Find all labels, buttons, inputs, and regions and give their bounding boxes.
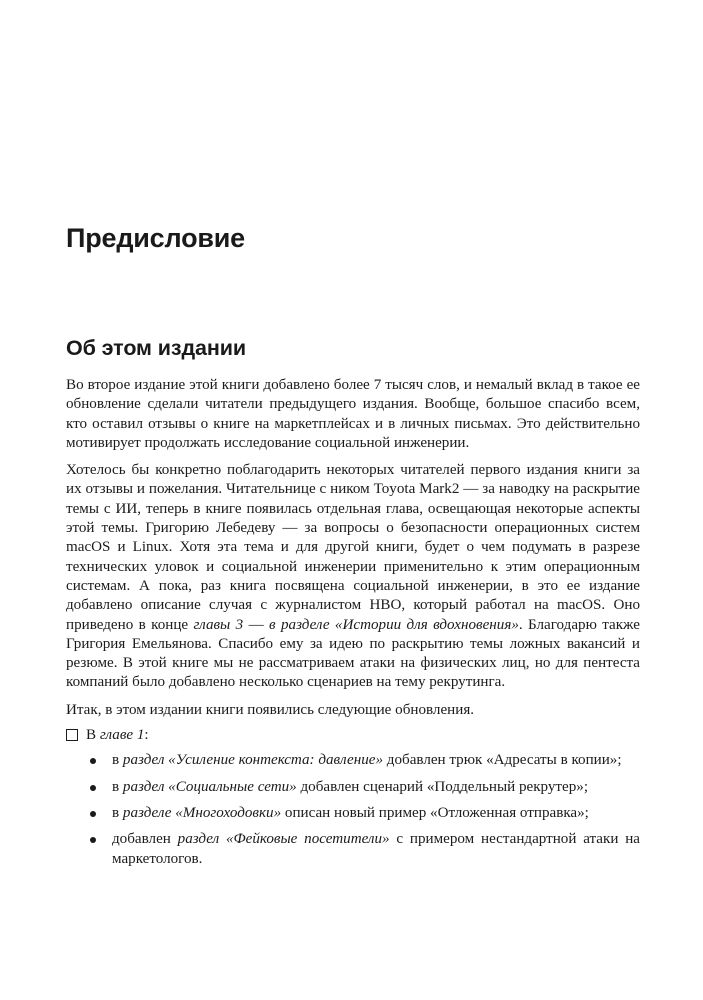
list-item-text-b: добавлен трюк «Адресаты в копии»; [383, 752, 622, 769]
list-item-italic: раздел «Социальные сети» [122, 778, 297, 795]
bullet-icon [90, 837, 96, 843]
paragraph-2-text-a: Хотелось бы конкретно поблагодарить некоторых читателей первого издания книги за их отзывы и пожелания. Читательнице с ником Toyota Mark2 — за наводку на раскрытие темы с ИИ, теперь в книге появилась отдельная глава, освещающая некоторые аспекты этой темы. Григорию Лебедеву — за вопросы о безопасности операционных систем macOS и Linux. Хотя эта тема и для другой книги, будет о чем подумать в разрезе технических уловок и социальной инженерии применительно к этим операционным системам. А пока, раз книга посвящена социальной инженерии, в это ее издание добавлено описание случая с журналистом HBO, который работал на macOS. Оно приведено в конце [66, 462, 640, 633]
paragraph-2-text-c: . Благодарю также Григория Емельянова. Спасибо ему за идею по раскрытию темы ложных вакансий и резюме. В этой книге мы не рассматриваем атаки на физических лиц, но для пентеста компаний было добавлено несколько сценариев на тему рекрутинга. [66, 616, 640, 691]
list-item-italic: раздел «Фейковые посетители» [177, 831, 390, 848]
list-item-italic: разделе «Многоходовки» [122, 804, 282, 821]
list-item-text-b: с примером нестандартной атаки на маркетологов. [112, 831, 640, 867]
list-item-text-a: добавлен [112, 831, 178, 848]
list-item [88, 830, 640, 869]
checkbox-square-icon [66, 729, 78, 741]
paragraph-2-text-b: — [243, 616, 270, 633]
list-item [88, 751, 640, 770]
list-item-text-b: добавлен сценарий «Поддельный рекрутер»; [296, 778, 589, 795]
list-item [88, 778, 640, 797]
body-text [66, 376, 640, 869]
paragraph-2-italic-a: главы 3 [193, 616, 244, 633]
list-item [88, 804, 640, 823]
list-item-italic: раздел «Усиление контекста: давление» [122, 752, 384, 769]
section-title: Об этом издании [66, 336, 246, 360]
list-item-text-a: в [112, 752, 123, 769]
list-header [66, 726, 640, 745]
bullet-icon [90, 785, 96, 791]
list-header-italic: главе 1 [99, 727, 145, 744]
updates-list [66, 751, 640, 868]
paragraph-2 [66, 461, 640, 693]
chapter-title: Предисловие [66, 223, 245, 253]
list-item-text-b: описан новый пример «Отложенная отправка»; [281, 804, 589, 821]
list-header-text-a: В [86, 727, 100, 744]
list-item-text-a: в [112, 778, 123, 795]
bullet-icon [90, 758, 96, 764]
paragraph-1: Во второе издание этой книги добавлено более 7 тысяч слов, и немалый вклад в такое ее обновление сделали читатели предыдущего издания. Вообще, большое спасибо всем, кто оставил отзывы о книге на маркетплейсах и в личных письмах. Это действительно мотивирует продолжать исследование социальной инженерии. [66, 377, 640, 451]
list-item-text-a: в [112, 804, 123, 821]
bullet-icon [90, 811, 96, 817]
list-header-text [86, 726, 149, 745]
list-header-text-b: : [144, 727, 149, 744]
paragraph-3: Итак, в этом издании книги появились следующие обновления. [66, 701, 475, 718]
paragraph-2-italic-b: в разделе «Истории для вдохновения» [269, 616, 519, 633]
